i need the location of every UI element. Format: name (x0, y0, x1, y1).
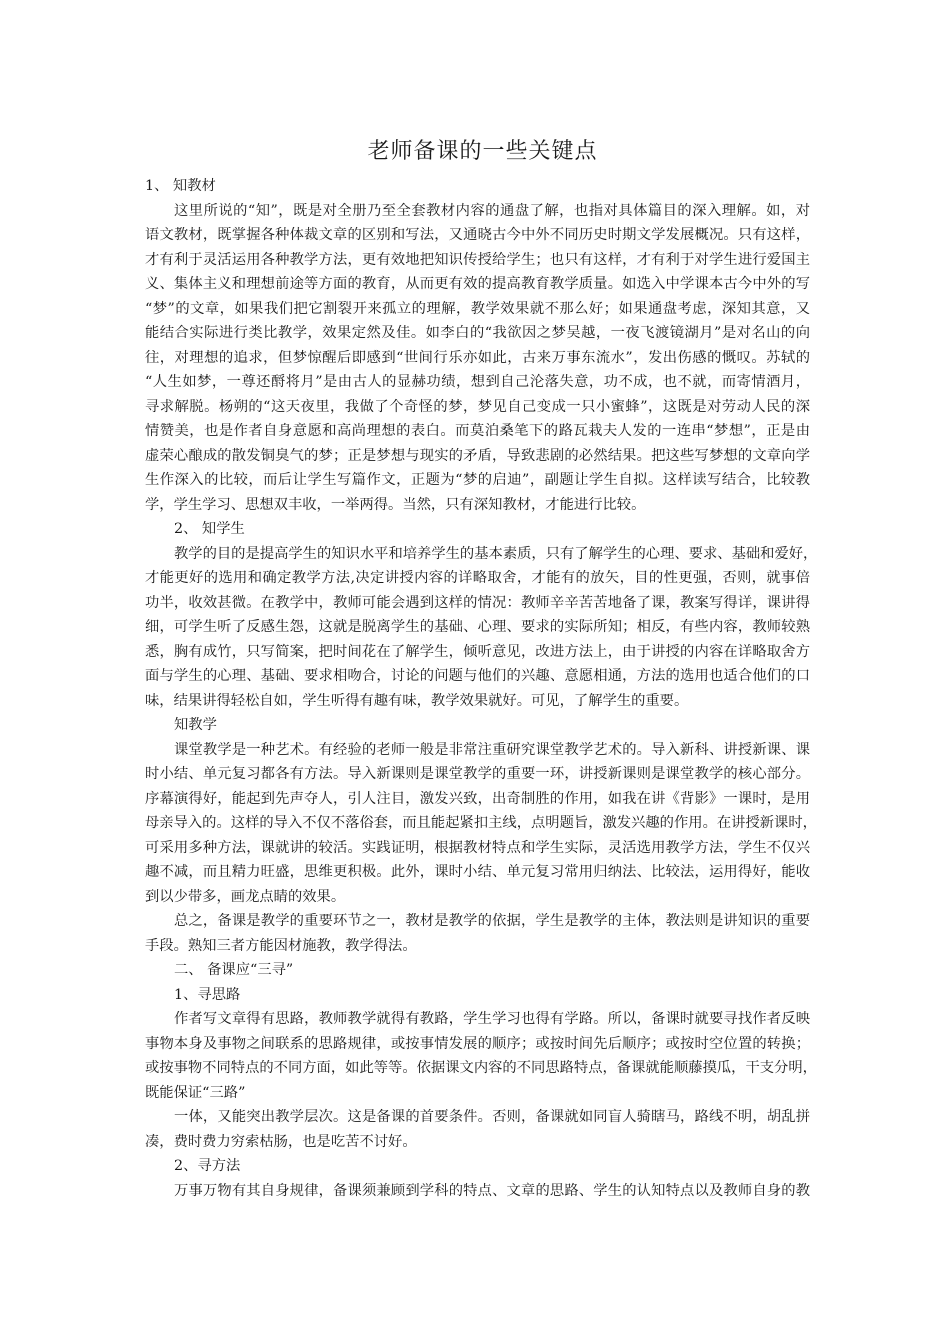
document-page (145, 130, 818, 1203)
text-line: 情赞美，也是作者自身意愿和高尚理想的表白。而莫泊桑笔下的路瓦栽夫人发的一连串“梦想”，正是由 (145, 423, 810, 439)
text-line: 事物本身及事物之间联系的思路规律，或按事情发展的顺序；或按时间先后顺序；或按时空位置的转换； (145, 1035, 810, 1052)
text-line: 往，对理想的追求，但梦惊醒后即感到“世间行乐亦如此，古来万事东流水”，发出伤感的慨叹。苏轼的 (145, 349, 810, 366)
text-line: 才有利于灵活运用各种教学方法，更有效地把知识传授给学生；也只有这样，才有利于对学生进行爱国主 (145, 251, 810, 268)
text-line: 2、寻方法 (174, 1158, 241, 1174)
text-line: 万事万物有其自身规律，备课须兼顾到学科的特点、文章的思路、学生的认知特点以及教师自身的教 (174, 1182, 810, 1199)
text-line: 总之，备课是教学的重要环节之一，教材是教学的依据，学生是教学的主体，教法则是讲知识的重要 (174, 913, 810, 929)
text-line: 或按事物不同特点的不同方面，如此等等。依据课文内容的不同思路特点，备课就能顺藤摸瓜，干支分明， (145, 1060, 817, 1076)
text-line: 手段。熟知三者方能因材施教，教学得法。 (145, 937, 417, 954)
text-line: 1、寻思路 (174, 986, 241, 1003)
text-line: 可采用多种方法，课就讲的较活。实践证明，根据教材特点和学生实际，灵活选用教学方法，学生不仅兴 (145, 839, 810, 856)
text-line: 功半，收效甚微。在教学中，教师可能会遇到这样的情况：教师辛辛苦苦地备了课，教案写得详，课讲得 (145, 594, 810, 611)
text-line: 义、集体主义和理想前途等方面的教育，从而更有效的提高教育教学质量。如选入中学课本古今中外的写 (145, 276, 810, 292)
text-line: 时小结、单元复习都各有方法。导入新课则是课堂教学的重要一环，讲授新课则是课堂教学的核心部分。 (145, 766, 810, 782)
text-line: 虚荣心酿成的散发铜臭气的梦；正是梦想与现实的矛盾，导致悲剧的必然结果。把这些写梦想的文章向学 (145, 447, 810, 464)
document-title: 老师备课的一些关键点 (367, 139, 598, 164)
text-line: 一体，又能突出教学层次。这是备课的首要条件。否则，备课就如同盲人骑瞎马，路线不明，胡乱拼 (174, 1109, 810, 1125)
text-line: 生作深入的比较，而后让学生写篇作文，正题为“梦的启迪”，副题让学生自拟。这样读写结合，比较教 (145, 472, 810, 488)
text-line: “人生如梦，一尊还酹将月”是由古人的显赫功绩，想到自己沦落失意，功不成，也不就，而寄情酒月， (145, 374, 810, 390)
text-line: 课堂教学是一种艺术。有经验的老师一般是非常注重研究课堂教学艺术的。导入新科、讲授新课、课 (174, 741, 810, 758)
text-line: 学，学生学习、思想双丰收，一举两得。当然，只有深知教材，才能进行比较。 (145, 496, 646, 513)
text-line: “梦”的文章，如果我们把它割裂开来孤立的理解，教学效果就不那么好；如果通盘考虑，深知其意，又 (145, 300, 810, 317)
text-line: 能结合实际进行类比教学，效果定然及佳。如李白的“我欲因之梦吴越，一夜飞渡镜湖月”是对名山的向 (145, 325, 810, 341)
text-line: 二、 备课应“三寻” (174, 962, 294, 978)
text-line: 才能更好的选用和确定教学方法,决定讲授内容的详略取舍，才能有的放矢，目的性更强，否则，就事倍 (145, 570, 810, 586)
text-line: 悉，胸有成竹，只写简案，把时间花在了解学生，倾听意见，改进方法上，由于讲授的内容在详略取舍方 (145, 643, 810, 660)
text-line: 教学的目的是提高学生的知识水平和培养学生的基本素质，只有了解学生的心理、要求、基础和爱好， (174, 545, 818, 562)
text-line: 到以少带多，画龙点睛的效果。 (145, 888, 346, 905)
text-line: 味，结果讲得轻松自如，学生听得有趣有味，教学效果就好。可见，了解学生的重要。 (145, 692, 689, 709)
text-line: 母亲导入的。这样的导入不仅不落俗套，而且能起紧扣主线，点明题旨，激发兴趣的作用。在讲授新课时， (145, 815, 817, 831)
text-line: 这里所说的“知”，既是对全册乃至全套教材内容的通盘了解，也指对具体篇目的深入理解。如，对 (174, 202, 810, 219)
text-line: 面与学生的心理、基础、要求相吻合，讨论的问题与他们的兴趣、意愿相通，方法的选用也适合他们的口 (145, 668, 810, 684)
text-line: 1、 知教材 (145, 178, 216, 194)
text-line: 序幕演得好，能起到先声夺人，引人注目，激发兴致，出奇制胜的作用，如我在讲《背影》一课时，是用 (145, 790, 810, 807)
text-line: 2、 知学生 (174, 521, 245, 537)
text-line: 作者写文章得有思路，教师教学就得有教路，学生学习也得有学路。所以，备课时就要寻找作者反映 (174, 1011, 810, 1027)
text-line: 既能保证“三路” (145, 1084, 246, 1101)
text-line: 趣不减，而且精力旺盛，思维更积极。此外，课时小结、单元复习常用归纳法、比较法，运用得好，能收 (145, 864, 810, 880)
text-line: 语文教材，既掌握各种体裁文章的区别和写法，又通晓古今中外不同历史时期文学发展概况。只有这样， (145, 227, 810, 243)
document-body (145, 174, 818, 1203)
text-line: 寻求解脱。杨朔的“这天夜里，我做了个奇怪的梦，梦见自己变成一只小蜜蜂”，这既是对劳动人民的深 (145, 398, 810, 415)
text-line: 凑，费时费力穷索枯肠，也是吃苦不讨好。 (145, 1133, 417, 1150)
text-line: 知教学 (174, 717, 217, 733)
text-line: 细，可学生听了反感生怨，这就是脱离学生的基础、心理、要求的实际所知；相反，有些内容，教师较熟 (145, 619, 810, 635)
